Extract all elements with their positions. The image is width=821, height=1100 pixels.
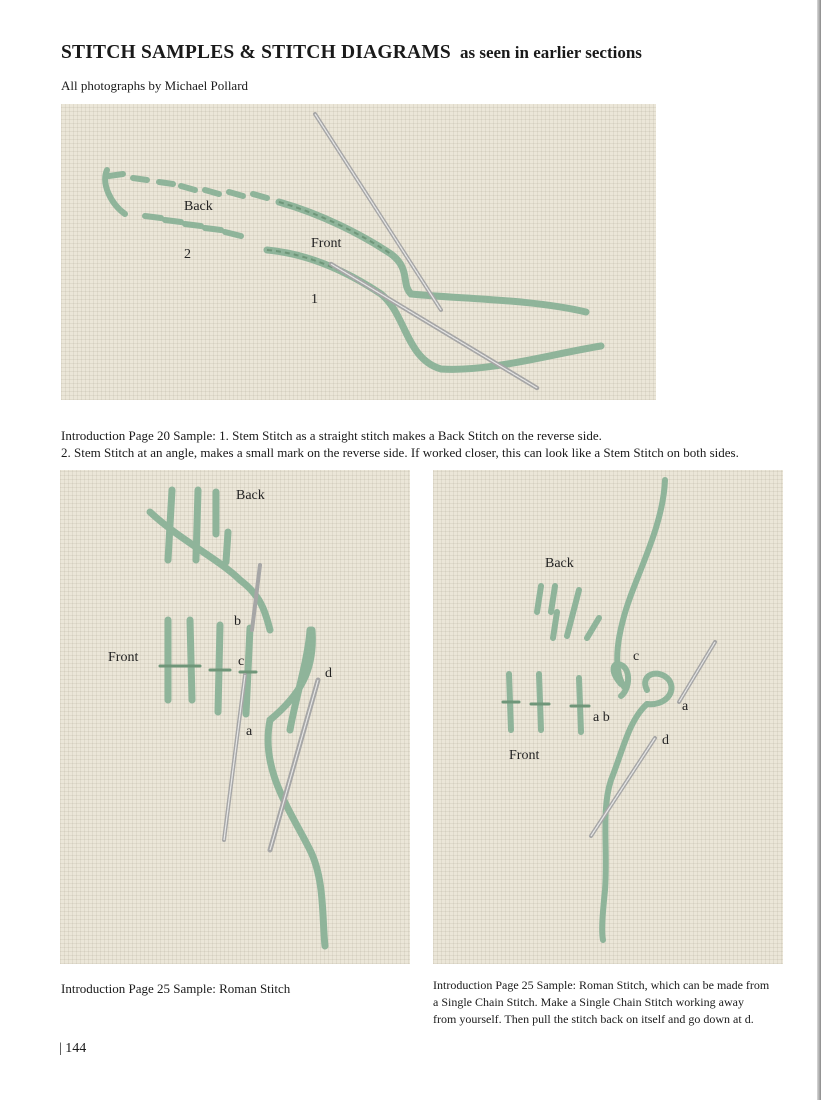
label-back: Back	[184, 199, 213, 214]
label-c: c	[633, 649, 640, 664]
page-heading	[61, 42, 642, 64]
photo-credit: All photographs by Michael Pollard	[61, 78, 249, 93]
heading-subtitle: as seen in earlier sections	[459, 43, 642, 62]
roman-stitch-photo	[60, 470, 410, 964]
label-two: 2	[184, 247, 191, 262]
label-c: c	[238, 654, 245, 669]
caption-chain-roman-stitch	[433, 977, 793, 1028]
label-front: Front	[108, 650, 139, 665]
label-b: b	[234, 614, 241, 629]
heading-title: STITCH SAMPLES & STITCH DIAGRAMS	[61, 42, 451, 63]
caption-line: Introduction Page 25 Sample: Roman Stitch, which can be made from	[433, 978, 770, 992]
label-one: 1	[311, 292, 318, 307]
caption-stem-stitch	[61, 427, 801, 461]
caption-line: a Single Chain Stitch. Make a Single Chain Stitch working away	[433, 995, 744, 1009]
roman-stitch-illustration	[60, 470, 410, 964]
label-front: Front	[311, 236, 342, 251]
page-edge	[817, 0, 821, 1100]
label-a-b: a b	[593, 710, 610, 725]
caption-line: from yourself. Then pull the stitch back on itself and go down at d.	[433, 1012, 754, 1026]
label-back: Back	[236, 488, 265, 503]
stem-stitch-photo	[61, 104, 656, 400]
label-a: a	[682, 699, 689, 714]
label-a: a	[246, 724, 253, 739]
caption-line: 2. Stem Stitch at an angle, makes a small mark on the reverse side. If worked closer, this can look like a Stem Stitch on both sides.	[61, 445, 739, 460]
label-back: Back	[545, 556, 574, 571]
page-number: | 144	[59, 1041, 87, 1056]
label-front: Front	[509, 748, 540, 763]
label-d: d	[662, 733, 669, 748]
label-d: d	[325, 666, 332, 681]
chain-roman-stitch-photo	[433, 470, 783, 964]
stem-stitch-illustration	[61, 104, 656, 400]
caption-roman-stitch: Introduction Page 25 Sample: Roman Stitch	[61, 981, 291, 996]
caption-line: Introduction Page 20 Sample: 1. Stem Stitch as a straight stitch makes a Back Stitch on the reverse side.	[61, 428, 602, 443]
